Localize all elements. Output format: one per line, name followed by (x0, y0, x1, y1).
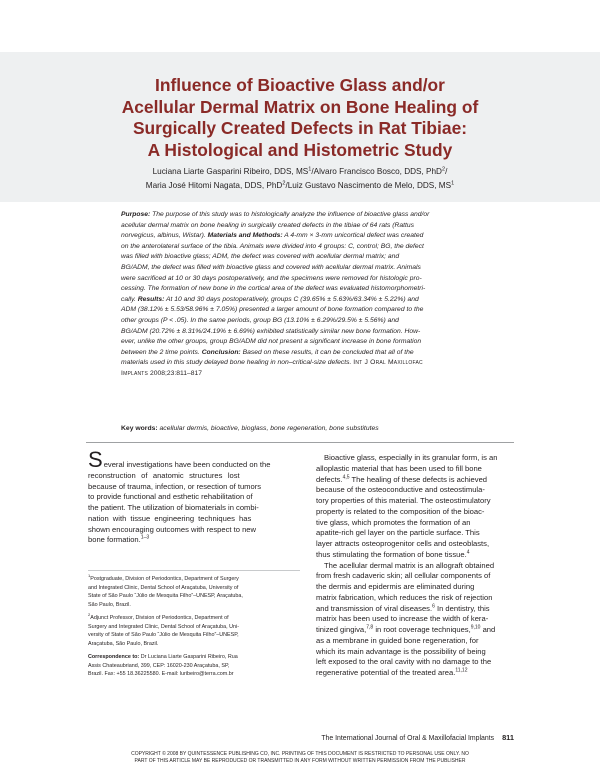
page-number: 811 (502, 733, 514, 742)
author-list (70, 165, 530, 193)
footnotes: $^1$Postgraduate, Division of Periodontics, Department of Surgery and Integrated Clinic, Dental School of Araçatuba, University of State of São Paulo “Júlio de Mesquita Filho”–UNESP, Araçatuba, São Paulo, Brazil. $^2$Adjunct Professor, Division of Periodontics, Department of Surgery and Integrated Clinic, Dental School of Araçatuba, Uni- versity of State of São Paulo “Júlio de Mesquita Filho”–UNESP, Araçatuba, São Paulo, Brazil. Correspondence to: Dr Luciana Liarte Gasparini Ribeiro, Rua Assis Chateaubriand, 399, CEP: 16020-230 Araçatuba, SP, Brazil. Fax: +55 18.36225580. E-mail: luribeiro@terra.com.br (88, 575, 300, 679)
drop-cap: S (88, 447, 103, 472)
section-divider (86, 442, 514, 443)
correspondence-email: Brazil. Fax: +55 18.36225580. E-mail: luribeiro@terra.com.br (88, 671, 234, 677)
author-line-2: Maria José Hitomi Nagata, DDS, PhD$^2$/Luiz Gustavo Nascimento de Melo, DDS, $MS^1$ (145, 180, 455, 190)
citation-implants: Implants (121, 369, 149, 377)
title-line: Acellular Dermal Matrix on Bone Healing of (121, 96, 479, 117)
copyright-notice: COPYRIGHT © 2008 BY QUINTESSENCE PUBLISHING CO, INC. PRINTING OF THIS DOCUMENT IS RESTRICTED TO PERSONAL USE ONLY. NO PART OF THIS ARTICLE MAY BE REPRODUCED OR TRANSMITTED IN ANY FORM WITHOUT WRITTEN PERMISSION FROM THE PUBLISHER (131, 751, 469, 764)
title-line: Surgically Created Defects in Rat Tibiae: (132, 118, 468, 138)
author-line-1: Luciana Liarte Gasparini Ribeiro, DDS, $MS^1$/Alvaro Francisco Bosco, DDS, PhD$^2$/ (152, 166, 448, 176)
abstract: Purpose: The purpose of this study was to histologically analyze the influence of bioactive glass and/or acellular dermal matrix on bone healing in surgically created defects in the tibiae of 64 rats (Rattus norvegicus, albinus, Wistar). Materials and Methods: A 4-mm × 3-mm unicortical defect was created on the anterolateral surface of the tibia. Animals were divided into 4 groups: C, control; BG, the defect was filled with bioactive glass; ADM, the defect was covered with acellular dermal matrix; and BG/ADM, the defect was filled with bioactive glass and covered with acellular dermal matrix. Animals were sacrificed at 10 or 30 days postoperatively, and the specimens were removed for histologic pro- cessing. The formation of new bone in the cortical area of the defect was evaluated histomorphometri- cally. Results: At 10 and 30 days postoperatively, groups C (39.65% ± 5.63%/63.34% ± 5.22%) and ADM (38.12% ± 5.53/58.96% ± 7.05%) presented a larger amount of bone formation compared to the other groups (P < .05). In the same periods, group BG (13.10% ± 6.29%/29.5% ± 5.56%) and BG/ADM (20.72% ± 8.31%/24.19% ± 6.69%) exhibited statistically similar new bone formation. How- ever, unlike the other groups, group BG/ADM did not present a significant increase in bone formation between the 2 time points. Conclusion: Based on these results, it can be concluded that all of the materials used in this study delayed bone healing in non–critical-size defects. Int J Oral Maxillofac Implants 2008;23:811–817 (121, 211, 430, 377)
citation-journal: Int J Oral Maxillofac (353, 359, 423, 367)
footnote-rule (88, 570, 300, 571)
title-line: A Histological and Histometric Study (147, 139, 453, 160)
body-column-right: Bioactive glass, especially in its granular form, is an alloplastic material that has been used to fill bone defects.$^{4,5}$ The healing of these defects is achieved because of the osteoconductive and osteostimula- tory properties of this material. The osteostimulatory property is related to the composition of the bioac- tive glass, which promotes the formation of an apatite-rich gel layer on the particle surface. This layer attracts osteoprogenitor cells and osteoblasts, thus stimulating the formation of bone tissue.$^4$ The acellular dermal matrix is an allograft obtained from fresh cadaveric skin; all cellular components of the dermis and epidermis are eliminated during matrix fabrication, which reduces the risk of rejection and transmission of viral diseases.$^6$ In dentistry, this matrix has been used to increase the width of kera- tinized gingiva,$^{7,8}$ in root coverage techniques,$^{9,10}$ and as a membrane in guided bone regeneration, for which its main advantage is the possibility of being left exposed to the oral cavity with no damage to the regenerative potential of the treated area.$^{11,12}$ (316, 453, 498, 677)
body-column-left: Several investigations have been conducted on the reconstruction of anatomic structures lost because of trauma, infection, or resection of tumors to provide functional and esthetic rehabilitation of the patient. The utilization of biomaterials in combi- nation with tissue engineering techniques has shown encouraging outcomes with respect to new bone formation.$^{1-3}$ (88, 447, 271, 545)
journal-name: The International Journal of Oral & Maxillofacial Implants (321, 735, 495, 742)
article-title (70, 75, 530, 161)
keywords: Key words: acellular dermis, bioactive, bioglass, bone regeneration, bone substitutes (121, 425, 379, 432)
running-footer (300, 733, 514, 742)
title-line: Influence of Bioactive Glass and/or (155, 75, 445, 95)
